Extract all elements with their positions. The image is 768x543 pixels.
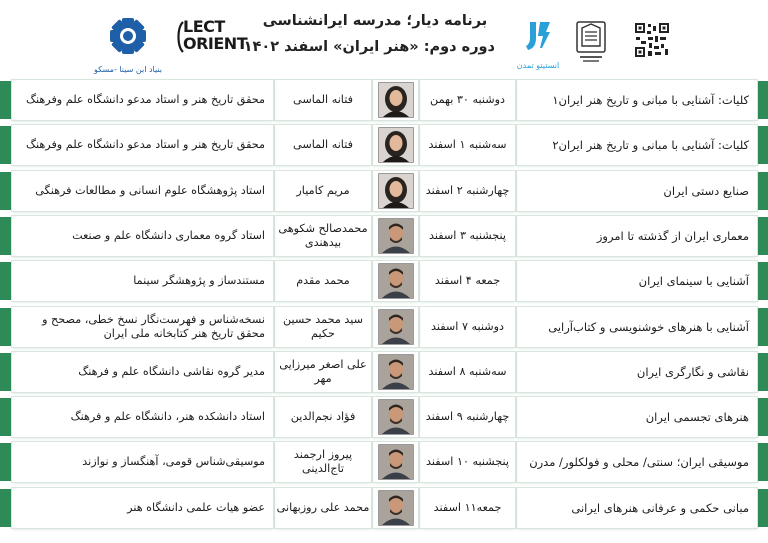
lecturer-affiliation: نسخه‌شناس و فهرست‌نگار نسخ خطی، مصحح و محقق تاریخ هنر کتابخانه ملی ایران [12, 307, 273, 347]
session-topic: کلیات: آشنایی با مبانی و تاریخ هنر ایران۱ [517, 80, 757, 120]
table-row-5 [0, 261, 768, 301]
qr-code-icon [634, 22, 670, 58]
row-accent-left [0, 353, 12, 391]
session-topic: آشنایی با هنرهای خوشنویسی و کتاب‌آرایی [517, 307, 757, 347]
session-date: دوشنبه ۷ اسفند [420, 307, 515, 347]
lecturer-photo [373, 216, 418, 256]
lecturer-photo [373, 125, 418, 165]
row-accent-left [0, 489, 12, 527]
session-date: جمعه ۴ اسفند [420, 261, 515, 301]
row-accent-right [756, 262, 768, 300]
lector-orient-logo [175, 18, 253, 58]
lecturer-name: علی اصغر میرزایی مهر [275, 352, 371, 392]
lector-line-1: LECT [183, 17, 225, 36]
table-row-9 [0, 442, 768, 482]
title-line-1: برنامه دیار؛ مدرسه ایرانشناسی [262, 13, 488, 29]
lecturer-name: پیروز ارجمند تاج‌الدینی [275, 442, 371, 482]
session-topic: مبانی حکمی و عرفانی هنرهای ایرانی [517, 488, 757, 528]
lecturer-name: سید محمد حسین حکیم [275, 307, 371, 347]
female-portrait-icon [378, 127, 414, 163]
male-portrait-icon [378, 444, 414, 480]
lecturer-photo [373, 261, 418, 301]
lecturer-photo [373, 352, 418, 392]
lecturer-affiliation: مدیر گروه نقاشی دانشگاه علم و فرهنگ [12, 352, 273, 392]
session-topic: معماری ایران از گذشته تا امروز [517, 216, 757, 256]
lecturer-name: محمد مقدم [275, 261, 371, 301]
row-accent-left [0, 172, 12, 210]
bonyad-ibn-sina-logo [86, 14, 170, 74]
session-date: سه‌شنبه ۱ اسفند [420, 125, 515, 165]
session-topic: هنرهای تجسمی ایران [517, 397, 757, 437]
session-topic: آشنایی با سینمای ایران [517, 261, 757, 301]
lecturer-name: فؤاد نجم‌الدین [275, 397, 371, 437]
session-date: پنجشنبه ۱۰ اسفند [420, 442, 515, 482]
lecturer-affiliation: موسیقی‌شناس قومی، آهنگساز و نوازند [12, 442, 273, 482]
row-accent-right [756, 443, 768, 481]
male-portrait-icon [378, 354, 414, 390]
lecturer-affiliation: استاد پژوهشگاه علوم انسانی و مطالعات فرهنگی [12, 171, 273, 211]
row-accent-left [0, 126, 12, 164]
row-accent-right [756, 172, 768, 210]
session-topic: کلیات: آشنایی با مبانی و تاریخ هنر ایران۲ [517, 125, 757, 165]
lecturer-name: فتانه الماسی [275, 125, 371, 165]
session-date: جمعه۱۱ اسفند [420, 488, 515, 528]
session-topic: موسیقی ایران؛ سنتی/ محلی و فولکلور/ مدرن [517, 442, 757, 482]
row-accent-left [0, 262, 12, 300]
male-portrait-icon [378, 399, 414, 435]
row-accent-left [0, 398, 12, 436]
university-emblem-icon [574, 20, 608, 66]
table-row-4 [0, 216, 768, 256]
lecturer-photo [373, 80, 418, 120]
lecturer-affiliation: محقق تاریخ هنر و استاد مدعو دانشگاه علم وفرهنگ [12, 125, 273, 165]
lecturer-affiliation: مستندساز و پژوهشگر سینما [12, 261, 273, 301]
title-line-2: دوره دوم: «هنر ایران» اسفند ۱۴۰۲ [243, 39, 495, 55]
male-portrait-icon [378, 218, 414, 254]
table-row-1 [0, 80, 768, 120]
table-row-3 [0, 171, 768, 211]
page-title [243, 8, 495, 60]
table-row-10 [0, 488, 768, 528]
lecturer-photo [373, 488, 418, 528]
lecturer-name: محمدصالح شکوهی بیدهندی [275, 216, 371, 256]
row-accent-left [0, 443, 12, 481]
lecturer-name: مریم کامیار [275, 171, 371, 211]
session-date: سه‌شنبه ۸ اسفند [420, 352, 515, 392]
lecturer-name: فتانه الماسی [275, 80, 371, 120]
row-accent-left [0, 308, 12, 346]
session-date: چهارشنبه ۹ اسفند [420, 397, 515, 437]
male-portrait-icon [378, 490, 414, 526]
female-portrait-icon [378, 173, 414, 209]
row-accent-right [756, 217, 768, 255]
table-row-8 [0, 397, 768, 437]
lecturer-photo [373, 397, 418, 437]
row-accent-left [0, 81, 12, 119]
table-row-2 [0, 125, 768, 165]
row-accent-right [756, 489, 768, 527]
lecturer-affiliation: محقق تاریخ هنر و استاد مدعو دانشگاه علم وفرهنگ [12, 80, 273, 120]
session-date: پنجشنبه ۳ اسفند [420, 216, 515, 256]
row-accent-right [756, 353, 768, 391]
male-portrait-icon [378, 309, 414, 345]
session-topic: صنایع دستی ایران [517, 171, 757, 211]
lecturer-name: محمد علی روزبهانی [275, 488, 371, 528]
tamadon-institute-logo [516, 18, 560, 70]
female-portrait-icon [378, 82, 414, 118]
lecturer-affiliation: استاد گروه معماری دانشگاه علم و صنعت [12, 216, 273, 256]
lecturer-photo [373, 171, 418, 211]
session-date: چهارشنبه ۲ اسفند [420, 171, 515, 211]
lecturer-affiliation: استاد دانشکده هنر، دانشگاه علم و فرهنگ [12, 397, 273, 437]
table-row-7 [0, 352, 768, 392]
session-date: دوشنبه ۳۰ بهمن [420, 80, 515, 120]
lecturer-photo [373, 307, 418, 347]
row-accent-right [756, 308, 768, 346]
row-accent-right [756, 126, 768, 164]
male-portrait-icon [378, 263, 414, 299]
lecturer-photo [373, 442, 418, 482]
session-topic: نقاشی و نگارگری ایران [517, 352, 757, 392]
row-accent-left [0, 217, 12, 255]
header [0, 0, 768, 80]
bonyad-caption: بنیاد ابن سینا -مسکو [93, 65, 163, 74]
lecturer-affiliation: عضو هیات علمی دانشگاه هنر [12, 488, 273, 528]
lector-line-2: ORIENT [183, 34, 248, 53]
tamadon-caption: انستیتو تمدن [516, 61, 560, 70]
row-accent-right [756, 398, 768, 436]
row-accent-right [756, 81, 768, 119]
table-row-6 [0, 307, 768, 347]
